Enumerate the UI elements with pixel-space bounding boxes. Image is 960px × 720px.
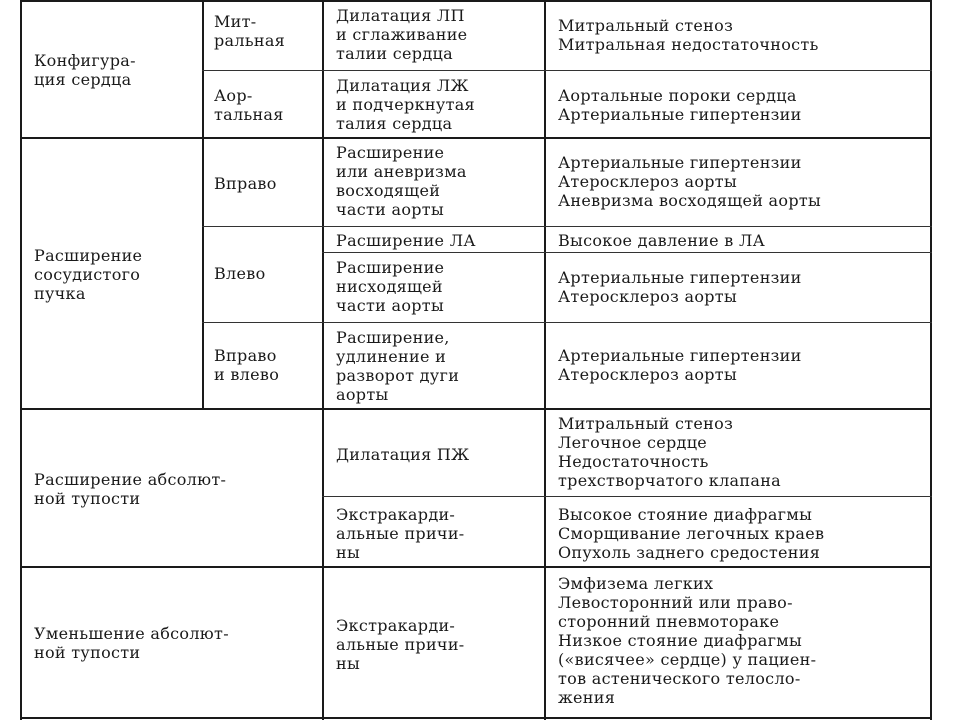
aortic-causes: Аортальные пороки сердца Артериальные гипертензии xyxy=(558,86,802,124)
both-type: Вправо и влево xyxy=(214,346,280,384)
inc-extra-causes: Высокое стояние диафрагмы Сморщивание легочных краев Опухоль заднего средостения xyxy=(558,505,825,562)
aortic-type: Аор- тальная xyxy=(214,86,284,124)
dec-extra-causes: Эмфизема легких Левосторонний или право- сторонний пневмотораке Низкое стояние диафрагмы («висячее» сердце) у пациен- тов астенического телосло- жения xyxy=(558,574,817,707)
mitral-causes: Митральный стеноз Митральная недостаточность xyxy=(558,16,819,54)
row-divider-rv xyxy=(322,496,932,497)
inc-extra-sign: Экстракарди- альные причи- ны xyxy=(336,505,465,562)
left-type: Влево xyxy=(214,264,266,283)
col-divider-sign xyxy=(322,0,324,720)
rv-sign: Дилатация ПЖ xyxy=(336,445,470,464)
row-divider-left xyxy=(202,322,932,323)
row-divider-left-sub xyxy=(322,252,932,253)
col-divider-type xyxy=(202,0,204,410)
left-sub1-sign: Расширение ЛА xyxy=(336,231,476,250)
aortic-sign: Дилатация ЛЖ и подчеркнутая талия сердца xyxy=(336,76,475,133)
vascular-label: Расширение сосудистого пучка xyxy=(34,245,143,303)
mitral-sign: Дилатация ЛП и сглаживание талии сердца xyxy=(336,6,468,63)
col-divider-causes xyxy=(544,0,546,720)
abs-decrease-label: Уменьшение абсолют- ной тупости xyxy=(34,624,229,662)
table-border-right xyxy=(930,0,932,720)
right-type: Вправо xyxy=(214,174,277,193)
table-border-left xyxy=(20,0,22,720)
right-causes: Артериальные гипертензии Атеросклероз аорты Аневризма восходящей аорты xyxy=(558,153,822,210)
right-sign: Расширение или аневризма восходящей части аорты xyxy=(336,143,467,219)
both-sign: Расширение, удлинение и разворот дуги аорты xyxy=(336,328,460,404)
row-divider-mitral xyxy=(202,70,932,71)
row-divider-right xyxy=(202,226,932,227)
configuration-label: Конфигура- ция сердца xyxy=(34,50,136,89)
abs-increase-label: Расширение абсолют- ной тупости xyxy=(34,469,227,508)
left-sub2-sign: Расширение нисходящей части аорты xyxy=(336,258,445,315)
dec-extra-sign: Экстракарди- альные причи- ны xyxy=(336,616,465,673)
mitral-type: Мит- ральная xyxy=(214,12,286,50)
left-sub1-causes: Высокое давление в ЛА xyxy=(558,231,766,250)
rv-causes: Митральный стеноз Легочное сердце Недостаточность трехстворчатого клапана xyxy=(558,414,781,490)
left-sub2-causes: Артериальные гипертензии Атеросклероз аорты xyxy=(558,268,802,306)
both-causes: Артериальные гипертензии Атеросклероз аорты xyxy=(558,346,802,384)
